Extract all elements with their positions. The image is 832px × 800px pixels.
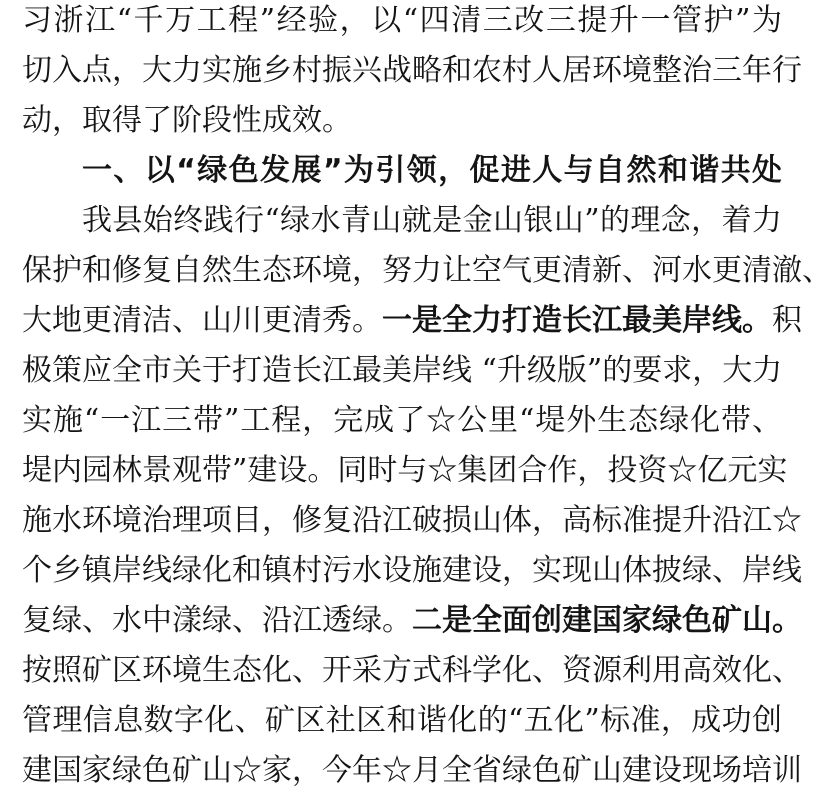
paragraph-line: [22, 594, 802, 648]
line-text: 管理信息数字化、矿区社区和谐化的“五化”标准，成功创: [22, 703, 782, 738]
line-text: 极策应全市关于打造长江最美岸线 “升级版”的要求，大力: [22, 353, 783, 388]
line-text: 大地更清洁、山川更清秀。: [22, 303, 382, 338]
line-text: 施水环境治理项目，修复沿江破损山体，高标准提升沿江☆: [22, 503, 802, 538]
line-text: 积: [772, 303, 802, 338]
line-text: 实施“一江三带”工程，完成了☆公里“堤外生态绿化带、: [22, 403, 782, 438]
paragraph-line: [22, 394, 782, 448]
bold-lead-text: 一是全力打造长江最美岸线。: [382, 303, 772, 338]
paragraph-line: [22, 94, 782, 148]
paragraph-line: [22, 294, 802, 348]
line-text: 习浙江“千万工程”经验，以“四清三改三提升一管护”为: [22, 3, 782, 38]
paragraph-line: [22, 444, 788, 498]
paragraph-line: [22, 744, 802, 798]
line-text: 个乡镇岸线绿化和镇村污水设施建设，实现山体披绿、岸线: [22, 553, 802, 588]
line-text: 堤内园林景观带”建设。同时与☆集团合作，投资☆亿元实: [22, 453, 788, 488]
paragraph-line: [22, 494, 802, 548]
paragraph-line: [22, 44, 802, 98]
line-text: 保护和修复自然生态环境，努力让空气更清新、河水更清澈、: [22, 253, 832, 288]
line-text: 建国家绿色矿山☆家，今年☆月全省绿色矿山建设现场培训: [22, 753, 802, 788]
section-heading: [82, 144, 782, 198]
line-text: 动，取得了阶段性成效。: [22, 103, 352, 138]
bold-lead-text: 二是全面创建国家绿色矿山。: [412, 603, 802, 638]
line-text: 切入点，大力实施乡村振兴战略和农村人居环境整治三年行: [22, 53, 802, 88]
paragraph-line: [22, 694, 782, 748]
line-text: 我县始终践行“绿水青山就是金山银山”的理念，着力: [82, 203, 782, 238]
paragraph-line: [82, 194, 782, 248]
line-text: 复绿、水中漾绿、沿江透绿。: [22, 603, 412, 638]
line-text: 按照矿区环境生态化、开采方式科学化、资源利用高效化、: [22, 653, 802, 688]
paragraph-line: [22, 644, 802, 698]
heading-text: 一、以“绿色发展”为引领，促进人与自然和谐共处: [82, 153, 782, 188]
paragraph-line: [22, 244, 832, 298]
paragraph-line: [22, 0, 782, 48]
paragraph-line: [22, 344, 782, 398]
paragraph-line: [22, 544, 802, 598]
